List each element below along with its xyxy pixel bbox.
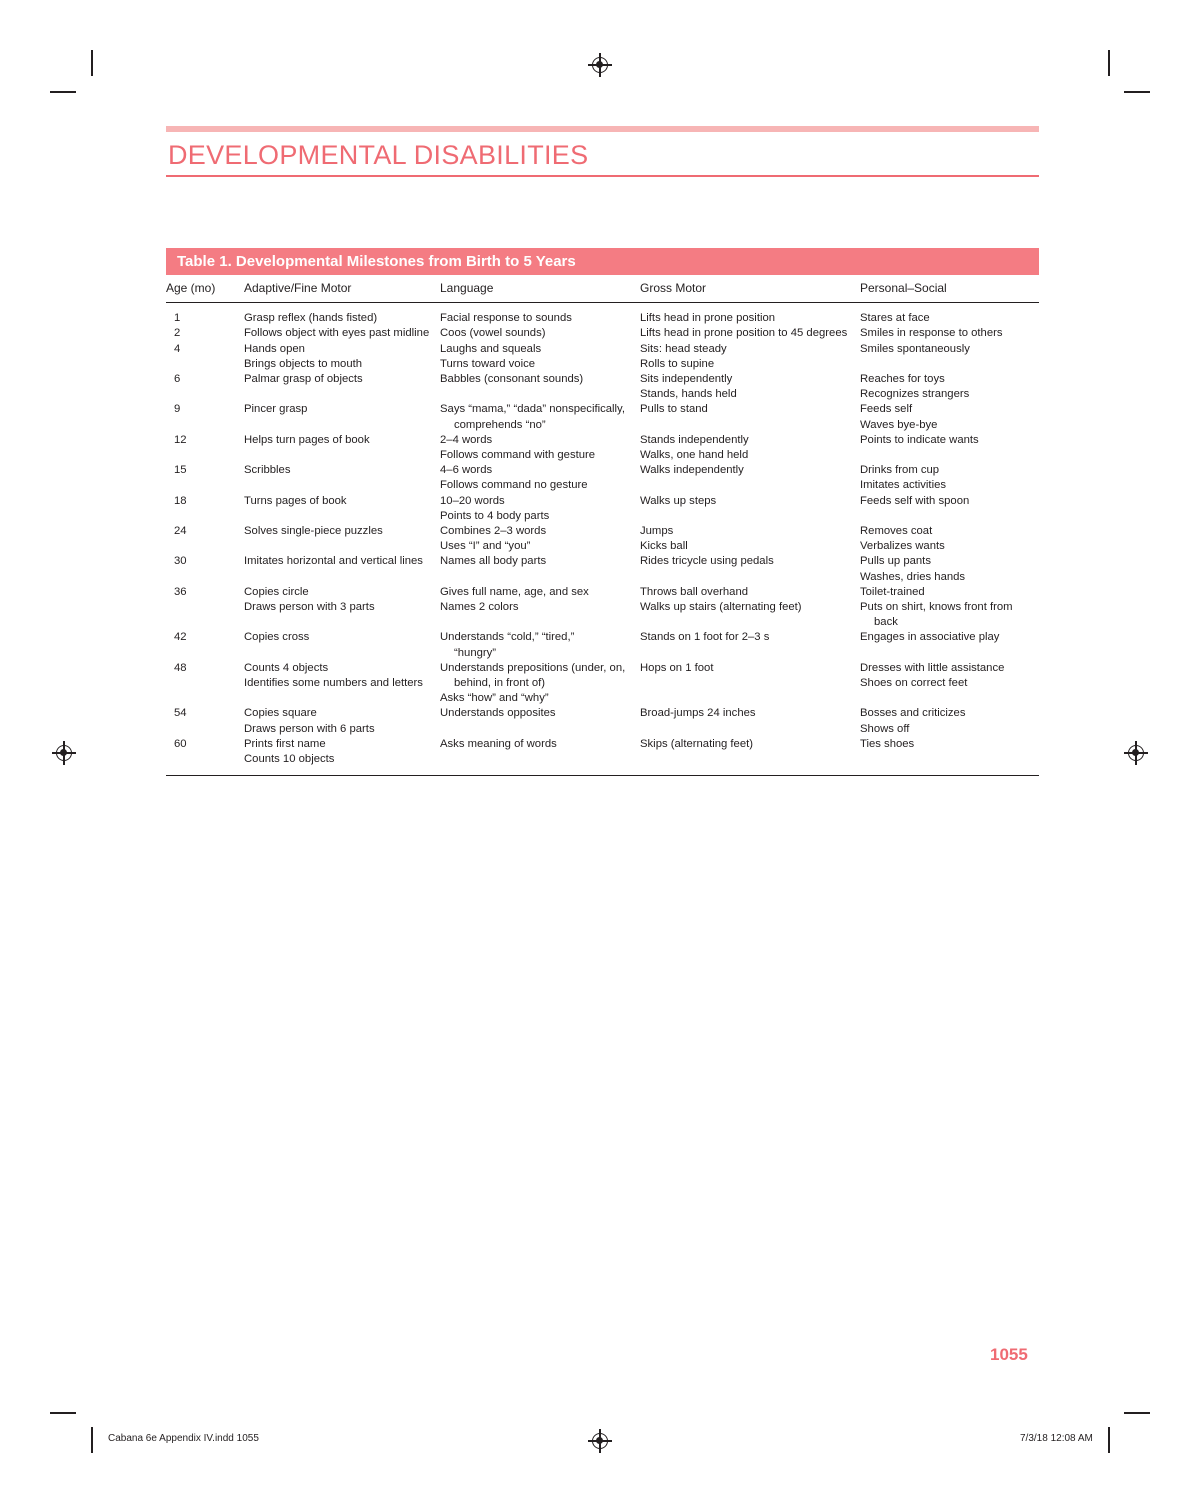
- cell-line: Rolls to supine: [640, 357, 715, 370]
- print-slug-date: 7/3/18 12:08 AM: [1020, 1433, 1093, 1444]
- age-value: 54: [174, 707, 187, 720]
- registration-mark-icon: [592, 57, 608, 73]
- cell-gross-motor: [640, 661, 860, 707]
- print-slug-file: Cabana 6e Appendix IV.indd 1055: [108, 1433, 259, 1444]
- cell-line: Coos (vowel sounds): [440, 327, 546, 340]
- cell-fine-motor: [244, 402, 440, 432]
- cell-line: Understands “cold,” “tired,”: [440, 631, 575, 644]
- cell-gross-motor: [640, 706, 860, 736]
- cell-age: [166, 585, 244, 631]
- cell-fine-motor: [244, 706, 440, 736]
- registration-mark-icon: [1128, 745, 1144, 761]
- cell-line: Draws person with 3 parts: [244, 601, 375, 614]
- cell-language: [440, 706, 640, 736]
- cell-fine-motor: [244, 524, 440, 554]
- cell-personal-social: [860, 661, 1039, 707]
- cell-line: Lifts head in prone position to 45 degrees: [640, 327, 848, 340]
- cell-age: [166, 706, 244, 736]
- age-value: 18: [174, 494, 187, 507]
- table-row: [166, 554, 1039, 584]
- cell-line: Dresses with little assistance: [860, 661, 1005, 674]
- age-value: 2: [174, 327, 181, 340]
- cell-line: Toilet-trained: [860, 585, 925, 598]
- cell-line: Asks meaning of words: [440, 737, 557, 750]
- cell-line: Sits independently: [640, 373, 733, 386]
- table-row: [166, 524, 1039, 554]
- cell-line: Rides tricycle using pedals: [640, 555, 774, 568]
- cell-line: Engages in associative play: [860, 631, 1000, 644]
- cell-line: Hands open: [244, 342, 305, 355]
- cell-age: [166, 661, 244, 707]
- cell-personal-social: [860, 585, 1039, 631]
- cell-line: Hops on 1 foot: [640, 661, 714, 674]
- cell-line: Lifts head in prone position: [640, 312, 776, 325]
- cell-line: Walks up stairs (alternating feet): [640, 601, 802, 614]
- cell-personal-social: [860, 554, 1039, 584]
- table-row: [166, 661, 1039, 707]
- cell-line: Turns toward voice: [440, 357, 536, 370]
- table-header-row: [166, 279, 1039, 303]
- cell-line: 2–4 words: [440, 433, 493, 446]
- age-value: 48: [174, 661, 187, 674]
- registration-mark-icon: [56, 745, 72, 761]
- cell-line: Shows off: [860, 722, 910, 735]
- cell-gross-motor: [640, 342, 860, 372]
- cell-fine-motor: [244, 737, 440, 776]
- cell-gross-motor: [640, 463, 860, 493]
- table-row: [166, 303, 1039, 327]
- cell-gross-motor: [640, 433, 860, 463]
- cell-line: Draws person with 6 parts: [244, 722, 375, 735]
- table-row: [166, 585, 1039, 631]
- cell-line: Removes coat: [860, 525, 933, 538]
- cell-gross-motor: [640, 585, 860, 631]
- cell-line: Identifies some numbers and letters: [244, 677, 423, 690]
- cell-language: [440, 585, 640, 631]
- page-number: 1055: [990, 1345, 1028, 1364]
- cell-line: Facial response to sounds: [440, 312, 572, 325]
- table-row: [166, 494, 1039, 524]
- cell-line: Waves bye-bye: [860, 418, 938, 431]
- cell-line: Copies square: [244, 707, 317, 720]
- column-header-language: Language: [440, 279, 640, 303]
- cell-personal-social: [860, 372, 1039, 402]
- crop-mark: [1124, 1412, 1150, 1414]
- cell-line: Helps turn pages of book: [244, 433, 370, 446]
- cell-personal-social: [860, 326, 1039, 341]
- cell-gross-motor: [640, 494, 860, 524]
- column-header-gross-motor: Gross Motor: [640, 279, 860, 303]
- crop-mark: [91, 1427, 93, 1453]
- age-value: 60: [174, 737, 187, 750]
- table-row: [166, 402, 1039, 432]
- cell-line: Stands, hands held: [640, 388, 737, 401]
- cell-line: Feeds self: [860, 403, 913, 416]
- cell-language: [440, 342, 640, 372]
- cell-line: Washes, dries hands: [860, 570, 966, 583]
- age-value: 15: [174, 464, 187, 477]
- age-value: 36: [174, 585, 187, 598]
- age-value: 6: [174, 373, 181, 386]
- cell-line: Jumps: [640, 525, 674, 538]
- cell-age: [166, 402, 244, 432]
- cell-age: [166, 524, 244, 554]
- cell-line: Throws ball overhand: [640, 585, 749, 598]
- cell-fine-motor: [244, 554, 440, 584]
- cell-line: Verbalizes wants: [860, 540, 945, 553]
- crop-mark: [50, 91, 76, 93]
- cell-line: Walks independently: [640, 464, 744, 477]
- cell-line: Copies circle: [244, 585, 309, 598]
- cell-fine-motor: [244, 433, 440, 463]
- cell-age: [166, 737, 244, 776]
- age-value: 1: [174, 312, 181, 325]
- age-value: 24: [174, 525, 187, 538]
- cell-personal-social: [860, 463, 1039, 493]
- cell-line: Feeds self with spoon: [860, 494, 970, 507]
- cell-language: [440, 463, 640, 493]
- title-rule: [166, 175, 1039, 177]
- chapter-title: DEVELOPMENTAL DISABILITIES: [168, 140, 589, 170]
- cell-personal-social: [860, 706, 1039, 736]
- cell-language: [440, 372, 640, 402]
- cell-personal-social: [860, 342, 1039, 372]
- table-row: [166, 706, 1039, 736]
- cell-line: Walks, one hand held: [640, 449, 749, 462]
- cell-line: Kicks ball: [640, 540, 688, 553]
- age-value: 12: [174, 433, 187, 446]
- table-row: [166, 433, 1039, 463]
- table-row: [166, 342, 1039, 372]
- cell-fine-motor: [244, 494, 440, 524]
- age-value: 4: [174, 342, 181, 355]
- cell-age: [166, 554, 244, 584]
- cell-line: Turns pages of book: [244, 494, 347, 507]
- cell-line: Gives full name, age, and sex: [440, 585, 589, 598]
- cell-line: Stares at face: [860, 312, 930, 325]
- cell-age: [166, 630, 244, 660]
- table-row: [166, 463, 1039, 493]
- column-header-fine-motor: Adaptive/Fine Motor: [244, 279, 440, 303]
- cell-line: Broad-jumps 24 inches: [640, 707, 756, 720]
- cell-language: [440, 554, 640, 584]
- age-value: 30: [174, 555, 187, 568]
- cell-line: Imitates horizontal and vertical lines: [244, 555, 423, 568]
- cell-language: [440, 303, 640, 327]
- cell-line: Sits: head steady: [640, 342, 727, 355]
- cell-line: Solves single-piece puzzles: [244, 525, 383, 538]
- table-row: [166, 372, 1039, 402]
- cell-line: Stands on 1 foot for 2–3 s: [640, 631, 770, 644]
- cell-line: Grasp reflex (hands fisted): [244, 312, 378, 325]
- cell-fine-motor: [244, 585, 440, 631]
- crop-mark: [1108, 1427, 1110, 1453]
- cell-line: Bosses and criticizes: [860, 707, 966, 720]
- milestones-table: [166, 279, 1039, 776]
- header-rule: [166, 126, 1039, 132]
- cell-line: 4–6 words: [440, 464, 493, 477]
- cell-fine-motor: [244, 661, 440, 707]
- cell-gross-motor: [640, 372, 860, 402]
- cell-personal-social: [860, 402, 1039, 432]
- cell-line: back: [874, 616, 898, 629]
- cell-line: Pincer grasp: [244, 403, 308, 416]
- cell-fine-motor: [244, 326, 440, 341]
- cell-line: 10–20 words: [440, 494, 505, 507]
- age-value: 42: [174, 631, 187, 644]
- cell-line: Palmar grasp of objects: [244, 373, 363, 386]
- cell-line: Follows command no gesture: [440, 479, 588, 492]
- table-row: [166, 326, 1039, 341]
- cell-line: Brings objects to mouth: [244, 357, 363, 370]
- age-value: 9: [174, 403, 181, 416]
- cell-line: Recognizes strangers: [860, 388, 970, 401]
- cell-language: [440, 402, 640, 432]
- cell-line: Counts 4 objects: [244, 661, 329, 674]
- cell-gross-motor: [640, 630, 860, 660]
- cell-line: Imitates activities: [860, 479, 947, 492]
- cell-language: [440, 737, 640, 776]
- cell-line: “hungry”: [454, 646, 497, 659]
- cell-personal-social: [860, 494, 1039, 524]
- cell-line: Points to 4 body parts: [440, 509, 550, 522]
- cell-line: Points to indicate wants: [860, 433, 979, 446]
- cell-personal-social: [860, 303, 1039, 327]
- cell-fine-motor: [244, 630, 440, 660]
- cell-language: [440, 326, 640, 341]
- cell-personal-social: [860, 630, 1039, 660]
- cell-line: Walks up steps: [640, 494, 717, 507]
- cell-line: Uses “I” and “you”: [440, 540, 531, 553]
- cell-personal-social: [860, 737, 1039, 776]
- cell-line: Drinks from cup: [860, 464, 940, 477]
- cell-line: Scribbles: [244, 464, 291, 477]
- registration-mark-icon: [592, 1433, 608, 1449]
- cell-line: Smiles spontaneously: [860, 342, 970, 355]
- cell-line: Names 2 colors: [440, 601, 519, 614]
- table-body: [166, 303, 1039, 776]
- cell-language: [440, 630, 640, 660]
- cell-gross-motor: [640, 303, 860, 327]
- cell-line: Smiles in response to others: [860, 327, 1003, 340]
- cell-fine-motor: [244, 463, 440, 493]
- table-row: [166, 630, 1039, 660]
- cell-line: Skips (alternating feet): [640, 737, 754, 750]
- crop-mark: [1124, 91, 1150, 93]
- cell-line: Follows command with gesture: [440, 449, 596, 462]
- column-header-age: Age (mo): [166, 279, 244, 303]
- cell-gross-motor: [640, 554, 860, 584]
- crop-mark: [50, 1412, 76, 1414]
- cell-line: Follows object with eyes past midline: [244, 327, 430, 340]
- cell-gross-motor: [640, 737, 860, 776]
- cell-line: Shoes on correct feet: [860, 677, 968, 690]
- cell-age: [166, 463, 244, 493]
- cell-fine-motor: [244, 342, 440, 372]
- cell-line: Pulls to stand: [640, 403, 708, 416]
- cell-line: Ties shoes: [860, 737, 915, 750]
- crop-mark: [1108, 50, 1110, 76]
- cell-age: [166, 433, 244, 463]
- cell-line: Copies cross: [244, 631, 310, 644]
- cell-language: [440, 524, 640, 554]
- cell-age: [166, 303, 244, 327]
- cell-line: Names all body parts: [440, 555, 547, 568]
- cell-gross-motor: [640, 326, 860, 341]
- cell-line: comprehends “no”: [454, 418, 546, 431]
- cell-age: [166, 372, 244, 402]
- column-header-personal-social: Personal–Social: [860, 279, 1039, 303]
- cell-line: Reaches for toys: [860, 373, 945, 386]
- cell-line: Understands prepositions (under, on,: [440, 661, 626, 674]
- cell-fine-motor: [244, 303, 440, 327]
- cell-line: Counts 10 objects: [244, 753, 335, 766]
- table-row: [166, 737, 1039, 776]
- cell-line: Asks “how” and “why”: [440, 692, 549, 705]
- cell-line: Combines 2–3 words: [440, 525, 547, 538]
- cell-line: Understands opposites: [440, 707, 556, 720]
- cell-age: [166, 342, 244, 372]
- cell-line: Prints first name: [244, 737, 326, 750]
- cell-fine-motor: [244, 372, 440, 402]
- cell-gross-motor: [640, 524, 860, 554]
- cell-personal-social: [860, 524, 1039, 554]
- cell-gross-motor: [640, 402, 860, 432]
- cell-language: [440, 494, 640, 524]
- cell-age: [166, 326, 244, 341]
- cell-line: Babbles (consonant sounds): [440, 373, 584, 386]
- cell-personal-social: [860, 433, 1039, 463]
- cell-line: Stands independently: [640, 433, 749, 446]
- cell-line: Laughs and squeals: [440, 342, 542, 355]
- cell-language: [440, 433, 640, 463]
- cell-line: Says “mama,” “dada” nonspecifically,: [440, 403, 626, 416]
- cell-line: behind, in front of): [454, 677, 546, 690]
- cell-line: Puts on shirt, knows front from: [860, 601, 1013, 614]
- cell-age: [166, 494, 244, 524]
- cell-line: Pulls up pants: [860, 555, 931, 568]
- cell-language: [440, 661, 640, 707]
- table-caption: Table 1. Developmental Milestones from Birth to 5 Years: [166, 248, 1039, 275]
- crop-mark: [91, 50, 93, 76]
